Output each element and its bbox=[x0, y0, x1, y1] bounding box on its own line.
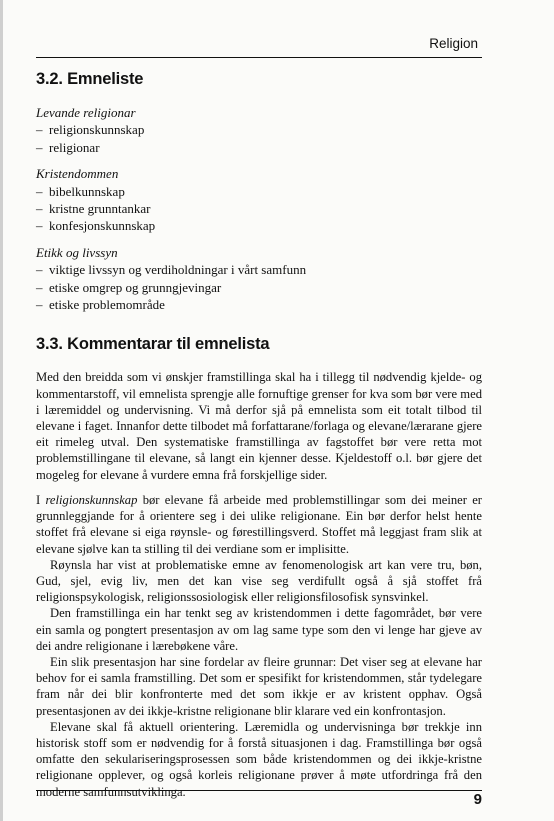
topic-group-title: Kristendommen bbox=[36, 166, 119, 182]
topic-item: – religionskunnskap bbox=[36, 121, 482, 138]
topic-group-levande-religionar bbox=[36, 104, 482, 156]
topic-list bbox=[36, 183, 482, 235]
topic-item: – religionar bbox=[36, 139, 482, 156]
topic-item: – bibelkunnskap bbox=[36, 183, 482, 200]
page-content bbox=[36, 68, 482, 800]
page-edge bbox=[0, 0, 3, 821]
topic-item: – kristne grunntankar bbox=[36, 200, 482, 217]
paragraph: Røynsla har vist at problematiske emne av fenomenologisk art kan vere tru, bøn, Gud, sjel, evig liv, men det kan vise seg verdifullt også å sjå stoffet frå religionspsykologisk, religionssosiologisk eller religionsfilosofisk synsvinkel. bbox=[36, 557, 482, 605]
topic-group-title: Etikk og livssyn bbox=[36, 244, 118, 260]
page-number: 9 bbox=[473, 791, 482, 808]
paragraph: Den framstillinga ein har tenkt seg av kristendommen i dette fagområdet, bør vere ein samla og pongtert presentasjon av om lag same type som den vi lenge har gjeve av dei andre religionane i lærebøkene våre. bbox=[36, 606, 482, 653]
topic-group-kristendommen bbox=[36, 165, 482, 235]
topic-item: – konfesjonskunnskap bbox=[36, 217, 482, 234]
paragraph: Med den breidda som vi ønskjer framstillinga skal ha i tillegg til nødvendig kjelde- og kommentarstoff, vil emnelista sprengje alle fornuftige grenser for kva som bør vere med i læremiddel og undervisning. Vi må derfor sjå på emnelista som eit totalt tilbod til elevane i faget. Innanfor dette tilbodet må forfattarane/forlaga og elevane/lærarane gjere eit rimeleg utval. Den systematiske framstillinga av fagstoffet bør vere retta mot problemstillingane til elevane, så langt ein kjenner desse. Kjeldestoff o.l. bør gjere det mogeleg for elevane å vurdere emna frå forskjellige sider. bbox=[36, 370, 482, 482]
topic-item: – etiske problemområde bbox=[36, 296, 482, 313]
body-text bbox=[36, 369, 482, 799]
section-heading-3-2: 3.2. Emneliste bbox=[36, 70, 144, 88]
running-header: Religion bbox=[429, 36, 478, 51]
paragraph: Ein slik presentasjon har sine fordelar av fleire grunnar: Det viser seg at elevane har behov for ei samla framstilling. Det som er spesifikt for kristendommen, står tydelegare fram når dei blir konfronterte med det som ikkje er av kristent opphav. Også presentasjonen av dei ikkje-kristne religionane blir klarare ved ein konfrontasjon. bbox=[36, 654, 482, 718]
topic-group-title: Levande religionar bbox=[36, 105, 136, 120]
topic-item: – viktige livssyn og verdiholdningar i vårt samfunn bbox=[36, 261, 482, 278]
section-heading-3-3: 3.3. Kommentarar til emnelista bbox=[36, 335, 270, 354]
topic-group-etikk-og-livssyn bbox=[36, 244, 482, 314]
paragraph-rest: bør elevane få arbeide med problemstillingar som dei meiner er grunnleggjande for å orientere seg i dei ulike religionane. Ein bør derfor helst hente stoffet frå elevane si eiga røynsle- og førestillingsverd. Stoffet må leggjast fram slik at elevane sjølve kan ta stilling til dei verdiane som er implisitte. bbox=[36, 492, 482, 556]
topic-item: – etiske omgrep og grunngjevingar bbox=[36, 279, 482, 296]
emphasis-term: religionskunnskap bbox=[45, 492, 138, 507]
topic-list bbox=[36, 261, 482, 313]
topic-list bbox=[36, 121, 482, 156]
paragraph-lead: I bbox=[36, 492, 46, 507]
paragraph: Elevane skal få aktuell orientering. Læremidla og undervisninga bør trekkje inn historisk stoff som er nødvendig for å forstå situasjonen i dag. Framstillinga bør også omfatte den sekulariseringsprosessen som både kristendommen og dei ikkje-kristne religionane opplever, og også korleis religionane prøver å møte utfordringa frå den moderne samfunnsutviklinga. bbox=[36, 719, 482, 799]
paragraph bbox=[36, 492, 482, 557]
footer-rule bbox=[36, 790, 482, 791]
header-rule bbox=[36, 57, 482, 58]
